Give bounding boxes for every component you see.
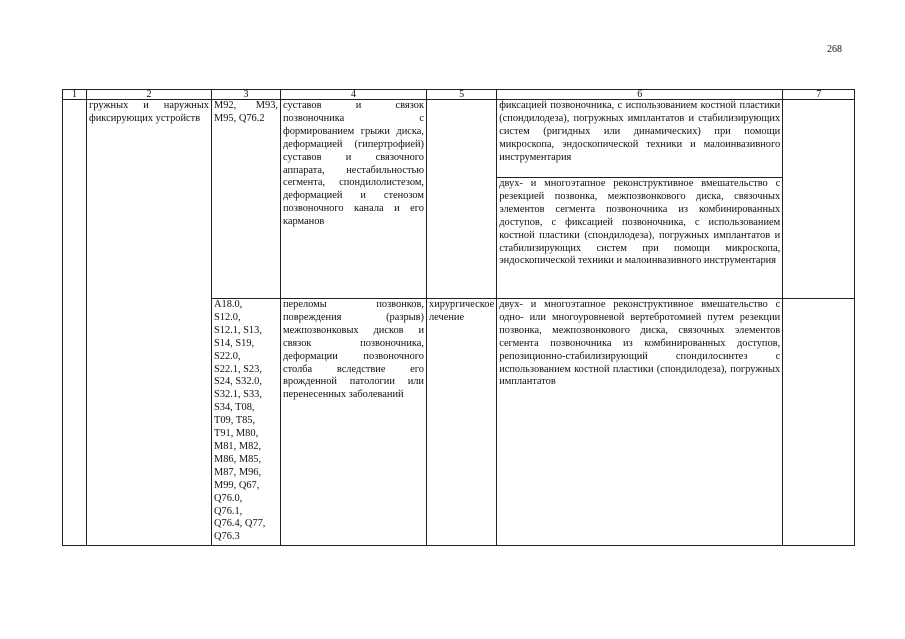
- column-number-row: [63, 90, 855, 100]
- icd-code-line: Q76.1,: [214, 505, 243, 517]
- icd-code-line: T09, T85,: [214, 415, 256, 427]
- diagnosis-cell: переломы позвонков, повреждения (разрыв) межпозвонковых дисков и связок позвоночника, деформации позвоночного столба вследствие его врожденной патологии или перенесенных заболеваний: [281, 299, 427, 546]
- icd-code-line: Q76.3: [214, 531, 240, 543]
- method-description-part: фиксацией позвоночника, с использованием костной пластики (спондилодеза), погружных имплантатов и стабилизирующих систем (ригидных или динамических) при помощи микроскопа, эндоскопической техники и малоинвазивного инструментария: [499, 100, 781, 163]
- column-header: 1: [63, 90, 87, 100]
- method-group-cell: гружных и наружных фиксирующих устройств: [87, 100, 212, 546]
- icd-code-line: Q76.0,: [214, 492, 243, 504]
- method-description-part: двух- и многоэтапное реконструктивное вмешательство с резекцией позвонка, межпозвонкового диска, связочных элементов сегмента позвоночника из комбинированных доступов, с фиксацией позвоночника, с использованием костной пластики (спондилодеза), погружных имплантатов и стабилизирующих систем при помощи микроскопа, эндоскопической техники и малоинвазивного инструментария: [497, 177, 782, 297]
- icd-code-line: S22.0,: [214, 350, 241, 362]
- icd-code-line: S24, S32.0,: [214, 376, 262, 388]
- method-description-cell: [497, 100, 783, 299]
- extra-cell: [783, 100, 855, 299]
- treatment-type-cell: [427, 100, 497, 299]
- icd-code-line: T91, M80,: [214, 428, 259, 440]
- icd-code-line: M86, M85,: [214, 453, 262, 465]
- column-header: 4: [281, 90, 427, 100]
- icd-code-line: S34, T08,: [214, 402, 255, 414]
- icd-code-line: S32.1, S33,: [214, 389, 262, 401]
- icd-code-line: Q76.4, Q77,: [214, 518, 266, 530]
- diagnosis-cell: суставов и связок позвоночника с формированием грыжи диска, деформацией (гипертрофией) суставов и связочного аппарата, нестабильностью сегмента, спондилолистезом, деформацией и стенозом позвоночного канала и его карманов: [281, 100, 427, 299]
- icd-code-line: M81, M82,: [214, 440, 262, 452]
- icd-codes-cell: [212, 299, 281, 546]
- icd-codes-cell: M92, M93, M95, Q76.2: [212, 100, 281, 299]
- extra-cell: [783, 299, 855, 546]
- icd-code-line: S22.1, S23,: [214, 363, 262, 375]
- column-header: 6: [497, 90, 783, 100]
- icd-code-line: M99, Q67,: [214, 479, 260, 491]
- icd-code-line: S12.0,: [214, 311, 241, 323]
- icd-code-line: S12.1, S13,: [214, 324, 262, 336]
- treatment-type-cell: хирургическое лечение: [427, 299, 497, 546]
- table-row: [63, 100, 855, 299]
- page-number: 268: [827, 44, 842, 55]
- column-header: 3: [212, 90, 281, 100]
- icd-code-line: S14, S19,: [214, 337, 255, 349]
- method-description-cell: двух- и многоэтапное реконструктивное вмешательство с одно- или многоуровневой вертебротомией путем резекции позвонка, межпозвонкового диска, связочных элементов сегмента позвоночника из комбинированных доступов, репозиционно-стабилизирующий спондилосинтез с использованием костной пластики (спондилодеза), погружных имплантатов: [497, 299, 783, 546]
- icd-code-line: M87, M96,: [214, 466, 262, 478]
- column-header: 2: [87, 90, 212, 100]
- icd-code-line: A18.0,: [214, 299, 243, 310]
- row-index-cell: [63, 100, 87, 546]
- procedures-table: [62, 89, 855, 546]
- column-header: 5: [427, 90, 497, 100]
- column-header: 7: [783, 90, 855, 100]
